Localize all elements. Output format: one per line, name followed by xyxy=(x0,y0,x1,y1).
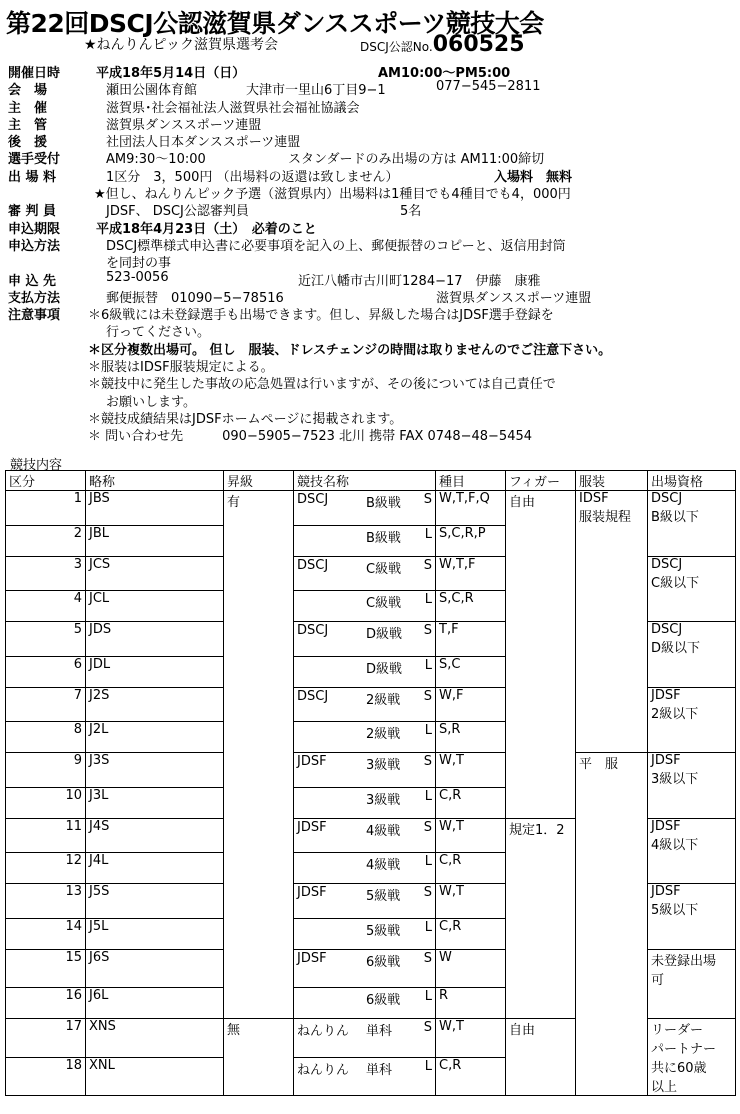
figure: 規定1．2 xyxy=(506,818,576,853)
table-row xyxy=(6,1057,736,1096)
competition-name xyxy=(294,918,436,949)
division-number: 18 xyxy=(6,1057,86,1096)
dress xyxy=(576,556,648,591)
note-1b: 行ってください。 xyxy=(106,325,211,341)
dress-line1: IDSF xyxy=(579,491,609,506)
table-row xyxy=(6,622,736,657)
qualification xyxy=(648,722,736,753)
fee-label: 出 場 料 xyxy=(8,169,57,185)
events: C,R xyxy=(436,787,506,818)
promotion xyxy=(224,918,294,949)
qualification-line2: 5級以下 xyxy=(651,903,699,918)
qualification-line2: D級以下 xyxy=(651,641,701,656)
subtitle: ★ねんりんピック滋賀県選考会 xyxy=(84,37,278,53)
class-name: 単科 xyxy=(366,1024,393,1039)
style-code: L xyxy=(424,919,432,935)
competition-name xyxy=(294,949,436,988)
class-name: 6級戦 xyxy=(366,993,401,1008)
class-name: D級戦 xyxy=(366,627,403,642)
qualification xyxy=(648,853,736,884)
note-4b: お願いします。 xyxy=(106,394,196,410)
competition-name xyxy=(294,884,436,919)
header-division: 区分 xyxy=(6,471,86,491)
competition-name xyxy=(294,656,436,687)
style-code: S xyxy=(423,885,432,900)
class-name: 4級戦 xyxy=(366,823,401,839)
venue-address: 大津市一里山6丁目9−1 xyxy=(246,83,386,99)
table-row xyxy=(6,591,736,622)
promotion xyxy=(224,753,294,788)
events: S,C xyxy=(436,656,506,687)
promotion xyxy=(224,591,294,622)
deadline-label: 申込期限 xyxy=(8,221,61,237)
code: J2S xyxy=(86,687,224,722)
fee-note: ★但し、ねんりんピック予選（滋賀県内）出場料は1種目でも4種目でも4，000円 xyxy=(94,187,571,203)
division-number: 16 xyxy=(6,988,86,1019)
figure xyxy=(506,622,576,657)
code: XNS xyxy=(86,1019,224,1058)
code: JBS xyxy=(86,491,224,526)
style-code: S xyxy=(423,754,432,769)
organizer: JDSF xyxy=(297,754,327,769)
header-promotion: 昇級 xyxy=(224,471,294,491)
class-name: 2級戦 xyxy=(366,727,401,742)
figure: 自由 xyxy=(506,491,576,526)
qualification-line1: JDSF xyxy=(651,884,681,899)
code: J4L xyxy=(86,853,224,884)
organizer: DSCJ xyxy=(297,557,329,573)
events: C,R xyxy=(436,1057,506,1096)
style-code: L xyxy=(424,657,432,673)
competition-name xyxy=(294,753,436,788)
figure xyxy=(506,591,576,622)
table-row xyxy=(6,818,736,853)
competition-name xyxy=(294,787,436,818)
venue: 瀬田公園体育館 xyxy=(106,83,198,99)
code: J5L xyxy=(86,918,224,949)
method-line1: DSCJ標準様式申込書に必要事項を記入の上、郵便振替のコピーと、返信用封筒 xyxy=(106,238,566,254)
qualification-line2: B級以下 xyxy=(651,510,699,525)
qualification-line2: C級以下 xyxy=(651,575,700,591)
figure xyxy=(506,753,576,788)
payment: 郵便振替 01090−5−78516 xyxy=(106,290,284,306)
time: AM10:00〜PM5:00 xyxy=(378,66,511,81)
table-row xyxy=(6,656,736,687)
promotion xyxy=(224,853,294,884)
judge-count: 5名 xyxy=(400,204,422,220)
dress xyxy=(576,1057,648,1096)
venue-label: 会 場 xyxy=(8,83,48,99)
class-name: 単科 xyxy=(366,1062,393,1078)
competition-name xyxy=(294,525,436,556)
code: JDL xyxy=(86,656,224,687)
style-code: L xyxy=(424,592,432,607)
code: J5S xyxy=(86,884,224,919)
judge-label: 審 判 員 xyxy=(8,204,57,220)
competition-name xyxy=(294,622,436,657)
division-number: 11 xyxy=(6,818,86,853)
qualification-line2: 2級以下 xyxy=(651,706,699,722)
events: C,R xyxy=(436,918,506,949)
organizer: JDSF xyxy=(297,819,327,835)
qualification xyxy=(648,1057,736,1096)
style-code: S xyxy=(423,492,432,507)
division-number: 14 xyxy=(6,918,86,949)
dress xyxy=(576,949,648,988)
events: C,R xyxy=(436,853,506,884)
class-name: 5級戦 xyxy=(366,923,401,939)
promotion xyxy=(224,656,294,687)
figure xyxy=(506,656,576,687)
promotion xyxy=(224,556,294,591)
note-6: ＊ 問い合わせ先 090−5905−7523 北川 携帯 FAX 0748−48−5454 xyxy=(88,429,533,445)
dress xyxy=(576,818,648,853)
header-code: 略称 xyxy=(86,471,224,491)
destination-zip: 523-0056 xyxy=(106,269,169,285)
promotion xyxy=(224,1057,294,1096)
code: JCS xyxy=(86,556,224,591)
figure: 自由 xyxy=(506,1019,576,1058)
class-name: 2級戦 xyxy=(366,692,401,708)
table-row xyxy=(6,884,736,919)
reception-time: AM9:30〜10:00 xyxy=(106,152,206,168)
code: J3S xyxy=(86,753,224,788)
notes-label: 注意事項 xyxy=(8,308,61,324)
class-name: 5級戦 xyxy=(366,889,401,904)
header-events: 種目 xyxy=(436,471,506,491)
dress xyxy=(576,491,648,526)
figure xyxy=(506,1057,576,1096)
dress xyxy=(576,884,648,919)
table-row xyxy=(6,918,736,949)
division-number: 7 xyxy=(6,687,86,722)
class-name: 3級戦 xyxy=(366,792,401,808)
dress-line2: 服装規程 xyxy=(579,510,632,525)
class-name: B級戦 xyxy=(366,496,401,511)
division-number: 1 xyxy=(6,491,86,526)
code: J2L xyxy=(86,722,224,753)
promotion xyxy=(224,949,294,988)
figure xyxy=(506,918,576,949)
organizer: ねんりん xyxy=(297,1024,350,1039)
header-figure: フィガー xyxy=(506,471,576,491)
approval-number xyxy=(360,32,525,57)
dress xyxy=(576,753,648,788)
figure xyxy=(506,884,576,919)
competition-table xyxy=(5,470,736,1096)
approval-no: 060525 xyxy=(432,32,525,57)
qualification-line1: JDSF xyxy=(651,753,681,768)
events: W,T xyxy=(436,818,506,853)
style-code: S xyxy=(423,1020,432,1035)
competition-name xyxy=(294,988,436,1019)
style-code: S xyxy=(423,623,432,638)
reception-label: 選手受付 xyxy=(8,152,61,168)
qualification-line2: 可 xyxy=(651,972,665,988)
dress xyxy=(576,853,648,884)
table-row xyxy=(6,722,736,753)
figure xyxy=(506,853,576,884)
style-code: S xyxy=(423,557,432,573)
note-5: ＊競技成績結果はJDSFホームページに掲載されます。 xyxy=(88,411,403,427)
table-row xyxy=(6,753,736,788)
dress xyxy=(576,988,648,1019)
host: 滋賀県･社会福祉法人滋賀県社会福祉協議会 xyxy=(106,100,360,116)
date: 平成18年5月14日（日） xyxy=(96,66,246,81)
style-code: L xyxy=(424,989,432,1004)
division-number: 10 xyxy=(6,787,86,818)
promotion xyxy=(224,722,294,753)
class-name: C級戦 xyxy=(366,596,402,611)
admission: 入場料 無料 xyxy=(494,169,573,185)
figure xyxy=(506,525,576,556)
promotion xyxy=(224,525,294,556)
style-code: L xyxy=(424,526,432,542)
qualification xyxy=(648,1019,736,1058)
qualification xyxy=(648,656,736,687)
events: W,T xyxy=(436,753,506,788)
dress-line1: 平 服 xyxy=(579,757,619,772)
division-number: 17 xyxy=(6,1019,86,1058)
promotion xyxy=(224,884,294,919)
host-label: 主 催 xyxy=(8,100,48,116)
qualification xyxy=(648,918,736,949)
competition-name xyxy=(294,818,436,853)
style-code: S xyxy=(423,688,432,704)
style-code: L xyxy=(424,788,432,804)
figure xyxy=(506,722,576,753)
table-row xyxy=(6,1019,736,1058)
code: J6S xyxy=(86,949,224,988)
code: J3L xyxy=(86,787,224,818)
header-competition: 競技名称 xyxy=(294,471,436,491)
dress xyxy=(576,787,648,818)
figure xyxy=(506,556,576,591)
qualification-line1: 共に60歳 xyxy=(651,1061,707,1076)
table-row xyxy=(6,491,736,526)
competition-name xyxy=(294,556,436,591)
events: W,T,F,Q xyxy=(436,491,506,526)
dress xyxy=(576,1019,648,1058)
header-qualification: 出場資格 xyxy=(648,471,736,491)
promotion: 無 xyxy=(224,1019,294,1058)
note-4: ＊競技中に発生した事故の応急処置は行いますが、その後については自己責任で xyxy=(88,377,556,393)
table-row xyxy=(6,556,736,591)
qualification xyxy=(648,988,736,1019)
competition-name xyxy=(294,591,436,622)
judges: JDSF、 DSCJ公認審判員 xyxy=(106,204,249,220)
organizer: ねんりん xyxy=(297,1062,350,1078)
competition-name xyxy=(294,687,436,722)
events: W,T,F xyxy=(436,556,506,591)
class-name: C級戦 xyxy=(366,561,402,577)
division-number: 3 xyxy=(6,556,86,591)
event-info xyxy=(8,62,736,443)
figure xyxy=(506,787,576,818)
qualification xyxy=(648,556,736,591)
dress xyxy=(576,622,648,657)
qualification-line2: 3級以下 xyxy=(651,772,699,787)
division-number: 15 xyxy=(6,949,86,988)
division-number: 9 xyxy=(6,753,86,788)
qualification xyxy=(648,491,736,526)
date-label: 開催日時 xyxy=(8,66,61,81)
table-row xyxy=(6,853,736,884)
competition-name xyxy=(294,722,436,753)
method-line2: を同封の事 xyxy=(106,256,172,272)
dress xyxy=(576,591,648,622)
qualification-line1: DSCJ xyxy=(651,622,683,637)
qualification-line2: パートナー xyxy=(651,1042,717,1057)
organizer: DSCJ xyxy=(297,492,329,507)
approval-label: DSCJ公認No. xyxy=(360,40,433,54)
qualification-line1: リーダー xyxy=(651,1023,704,1038)
note-3: ＊服装はIDSF服装規定による。 xyxy=(88,360,274,376)
qualification-line1: 未登録出場 xyxy=(651,953,717,969)
destination-address: 近江八幡市古川町1284−17 伊藤 康雅 xyxy=(298,273,541,289)
competition-name xyxy=(294,491,436,526)
promotion xyxy=(224,687,294,722)
class-name: 3級戦 xyxy=(366,758,401,773)
support-label: 後 援 xyxy=(8,135,48,151)
style-code: S xyxy=(423,950,432,966)
division-number: 8 xyxy=(6,722,86,753)
qualification xyxy=(648,818,736,853)
dress xyxy=(576,722,648,753)
events: T,F xyxy=(436,622,506,657)
table-row xyxy=(6,525,736,556)
deadline: 平成18年4月23日（土） 必着のこと xyxy=(96,221,317,237)
competition-name xyxy=(294,1057,436,1096)
qualification-line2: 4級以下 xyxy=(651,837,699,853)
manager: 滋賀県ダンススポーツ連盟 xyxy=(106,117,262,133)
qualification xyxy=(648,753,736,788)
organizer: DSCJ xyxy=(297,623,329,638)
qualification xyxy=(648,525,736,556)
promotion xyxy=(224,622,294,657)
events: W xyxy=(436,949,506,988)
competition-name xyxy=(294,853,436,884)
events: R xyxy=(436,988,506,1019)
competition-name xyxy=(294,1019,436,1058)
payment-label: 支払方法 xyxy=(8,290,61,306)
manager-label: 主 管 xyxy=(8,117,48,133)
style-code: L xyxy=(424,1058,432,1074)
code: JBL xyxy=(86,525,224,556)
class-name: 4級戦 xyxy=(366,858,401,873)
code: JCL xyxy=(86,591,224,622)
style-code: L xyxy=(424,854,432,869)
table-row xyxy=(6,988,736,1019)
dress xyxy=(576,525,648,556)
table-row xyxy=(6,949,736,988)
division-number: 5 xyxy=(6,622,86,657)
qualification xyxy=(648,687,736,722)
fee: 1区分 3，500円 （出場料の返還は致しません） xyxy=(106,169,399,185)
class-name: 6級戦 xyxy=(366,954,401,970)
organizer: JDSF xyxy=(297,950,327,966)
note-2: ＊区分複数出場可。 但し 服装、ドレスチェンジの時間は取りませんのでご注意下さい。 xyxy=(88,342,612,358)
qualification xyxy=(648,949,736,988)
page-title: 第22回DSCJ公認滋賀県ダンススポーツ競技大会 xyxy=(6,9,544,38)
destination-label: 申 込 先 xyxy=(8,273,57,289)
table-caption: 競技内容 xyxy=(10,458,63,473)
events: S,C,R,P xyxy=(436,525,506,556)
table-row xyxy=(6,787,736,818)
promotion xyxy=(224,787,294,818)
qualification xyxy=(648,622,736,657)
venue-tel: 077−545−2811 xyxy=(436,79,541,95)
organizer: DSCJ xyxy=(297,688,329,704)
organizer: JDSF xyxy=(297,885,327,900)
promotion xyxy=(224,988,294,1019)
class-name: D級戦 xyxy=(366,661,403,677)
events: W,F xyxy=(436,687,506,722)
dress xyxy=(576,687,648,722)
figure xyxy=(506,949,576,988)
promotion xyxy=(224,818,294,853)
qualification-line1: DSCJ xyxy=(651,491,683,506)
style-code: S xyxy=(423,819,432,835)
events: S,R xyxy=(436,722,506,753)
figure xyxy=(506,687,576,722)
division-number: 4 xyxy=(6,591,86,622)
qualification-line1: JDSF xyxy=(651,687,681,703)
events: S,C,R xyxy=(436,591,506,622)
style-code: L xyxy=(424,723,432,738)
reception-note: スタンダードのみ出場の方は AM11:00締切 xyxy=(288,152,545,168)
qualification xyxy=(648,884,736,919)
class-name: B級戦 xyxy=(366,530,401,546)
note-1: ＊6級戦には未登録選手も出場できます。但し、昇級した場合はJDSF選手登録を xyxy=(88,308,554,324)
table-header-row xyxy=(6,471,736,491)
code: J6L xyxy=(86,988,224,1019)
support: 社団法人日本ダンススポーツ連盟 xyxy=(106,135,301,151)
qualification-line2: 以上 xyxy=(651,1080,678,1095)
dress xyxy=(576,656,648,687)
qualification xyxy=(648,591,736,622)
table-row xyxy=(6,687,736,722)
qualification-line1: JDSF xyxy=(651,818,681,834)
dress xyxy=(576,918,648,949)
code: XNL xyxy=(86,1057,224,1096)
payment-to: 滋賀県ダンススポーツ連盟 xyxy=(436,290,592,306)
division-number: 6 xyxy=(6,656,86,687)
events: W,T xyxy=(436,884,506,919)
qualification-line1: DSCJ xyxy=(651,556,683,572)
code: J4S xyxy=(86,818,224,853)
qualification xyxy=(648,787,736,818)
division-number: 2 xyxy=(6,525,86,556)
division-number: 12 xyxy=(6,853,86,884)
promotion: 有 xyxy=(224,491,294,526)
division-number: 13 xyxy=(6,884,86,919)
code: JDS xyxy=(86,622,224,657)
header-dress: 服装 xyxy=(576,471,648,491)
events: W,T xyxy=(436,1019,506,1058)
figure xyxy=(506,988,576,1019)
method-label: 申込方法 xyxy=(8,238,61,254)
